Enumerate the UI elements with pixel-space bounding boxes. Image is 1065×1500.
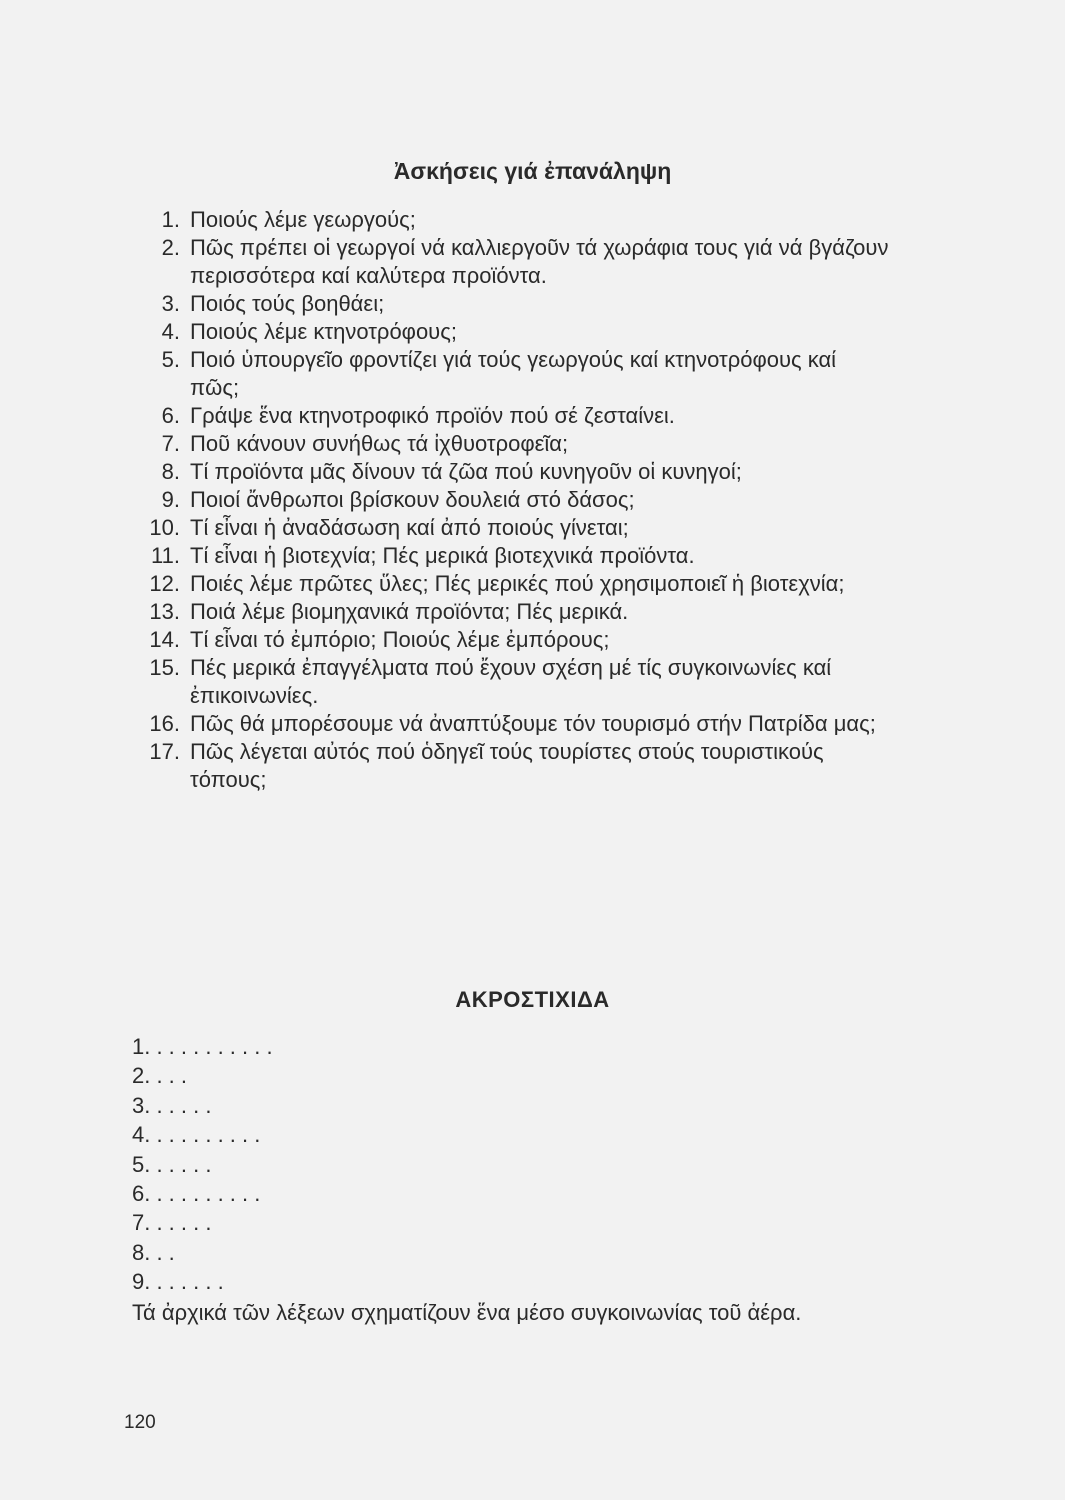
question-text: Τί εἶναι ἡ ἀναδάσωση καί ἀπό ποιούς γίνεται; (190, 515, 629, 540)
acrostic-row: 2. . . . (132, 1063, 188, 1089)
question-text: Πές μερικά ἐπαγγέλματα πού ἔχουν σχέση μέ τίς συγκοινωνίες καί ἐπικοινωνίες. (190, 655, 832, 708)
question-text: Τί εἶναι τό ἐμπόριο; Ποιούς λέμε ἐμπόρους; (190, 627, 610, 652)
acrostic-row: 5. . . . . . (132, 1151, 212, 1177)
question-text: Τί εἶναι ἡ βιοτεχνία; Πές μερικά βιοτεχνικά προϊόντα. (190, 543, 695, 568)
page-number: 120 (124, 1412, 156, 1433)
question-item (118, 290, 898, 318)
question-item (118, 654, 898, 710)
question-item (118, 430, 898, 458)
question-number: 8. (161, 459, 180, 484)
question-item (118, 598, 898, 626)
question-number: 10. (149, 515, 180, 540)
question-item (118, 486, 898, 514)
question-item (118, 458, 898, 486)
acrostic-row: 9. . . . . . . (132, 1269, 224, 1295)
acrostic-title: ΑΚΡΟΣΤΙΧΙΔΑ (455, 987, 610, 1012)
question-text: Ποιά λέμε βιομηχανικά προϊόντα; Πές μερικά. (190, 599, 629, 624)
question-number: 3. (161, 291, 180, 316)
acrostic-list (132, 1032, 273, 1297)
question-text: Ποιούς λέμε γεωργούς; (190, 207, 416, 232)
question-number: 5. (161, 347, 180, 372)
question-number: 9. (161, 487, 180, 512)
question-number: 7. (161, 431, 180, 456)
question-text: Γράψε ἕνα κτηνοτροφικό προϊόν πού σέ ζεσταίνει. (190, 403, 675, 428)
question-item (118, 402, 898, 430)
question-item (118, 626, 898, 654)
question-text: Τί προϊόντα μᾶς δίνουν τά ζῶα πού κυνηγοῦν οἱ κυνηγοί; (190, 459, 742, 484)
question-number: 16. (149, 711, 180, 736)
question-list (118, 206, 898, 794)
question-number: 6. (161, 403, 180, 428)
question-number: 12. (149, 571, 180, 596)
question-item (118, 318, 898, 346)
question-number: 2. (161, 235, 180, 260)
acrostic-row: 6. . . . . . . . . . (132, 1181, 261, 1207)
acrostic-row: 3. . . . . . (132, 1092, 212, 1118)
acrostic-row: 8. . . (132, 1239, 175, 1265)
question-number: 14. (149, 627, 180, 652)
question-number: 15. (149, 655, 180, 680)
question-item (118, 346, 898, 402)
question-item (118, 570, 898, 598)
question-number: 1. (161, 207, 180, 232)
page-title: Ἀσκήσεις γιά ἐπανάληψη (393, 158, 672, 184)
question-item (118, 738, 898, 794)
acrostic-row: 7. . . . . . (132, 1210, 212, 1236)
question-item (118, 514, 898, 542)
question-text: Ποιό ὑπουργεῖο φροντίζει γιά τούς γεωργούς καί κτηνοτρόφους καί πῶς; (190, 347, 837, 400)
question-text: Ποιούς λέμε κτηνοτρόφους; (190, 319, 457, 344)
question-item (118, 710, 898, 738)
question-item (118, 542, 898, 570)
question-item (118, 234, 898, 290)
question-text: Ποιοί ἄνθρωποι βρίσκουν δουλειά στό δάσος; (190, 487, 635, 512)
question-number: 4. (161, 319, 180, 344)
question-item (118, 206, 898, 234)
acrostic-row: 1. . . . . . . . . . . (132, 1034, 273, 1059)
question-text: Πῶς λέγεται αὐτός πού ὁδηγεῖ τούς τουρίστες στούς τουριστικούς τόπους; (190, 739, 824, 792)
question-text: Ποῦ κάνουν συνήθως τά ἰχθυοτροφεῖα; (190, 431, 569, 456)
question-text: Πῶς πρέπει οἱ γεωργοί νά καλλιεργοῦν τά χωράφια τους γιά νά βγάζουν περισσότερα καί καλύτερα προϊόντα. (190, 235, 889, 288)
question-text: Ποιός τούς βοηθάει; (190, 291, 385, 316)
question-number: 11. (151, 543, 180, 568)
acrostic-row: 4. . . . . . . . . . (132, 1122, 261, 1148)
question-number: 17. (149, 739, 180, 764)
acrostic-instruction: Τά ἀρχικά τῶν λέξεων σχηματίζουν ἕνα μέσο συγκοινωνίας τοῦ ἀέρα. (132, 1300, 802, 1325)
question-text: Ποιές λέμε πρῶτες ὕλες; Πές μερικές πού χρησιμοποιεῖ ἡ βιοτεχνία; (190, 571, 845, 596)
question-text: Πῶς θά μπορέσουμε νά ἀναπτύξουμε τόν τουρισμό στήν Πατρίδα μας; (190, 711, 876, 736)
question-number: 13. (149, 599, 180, 624)
